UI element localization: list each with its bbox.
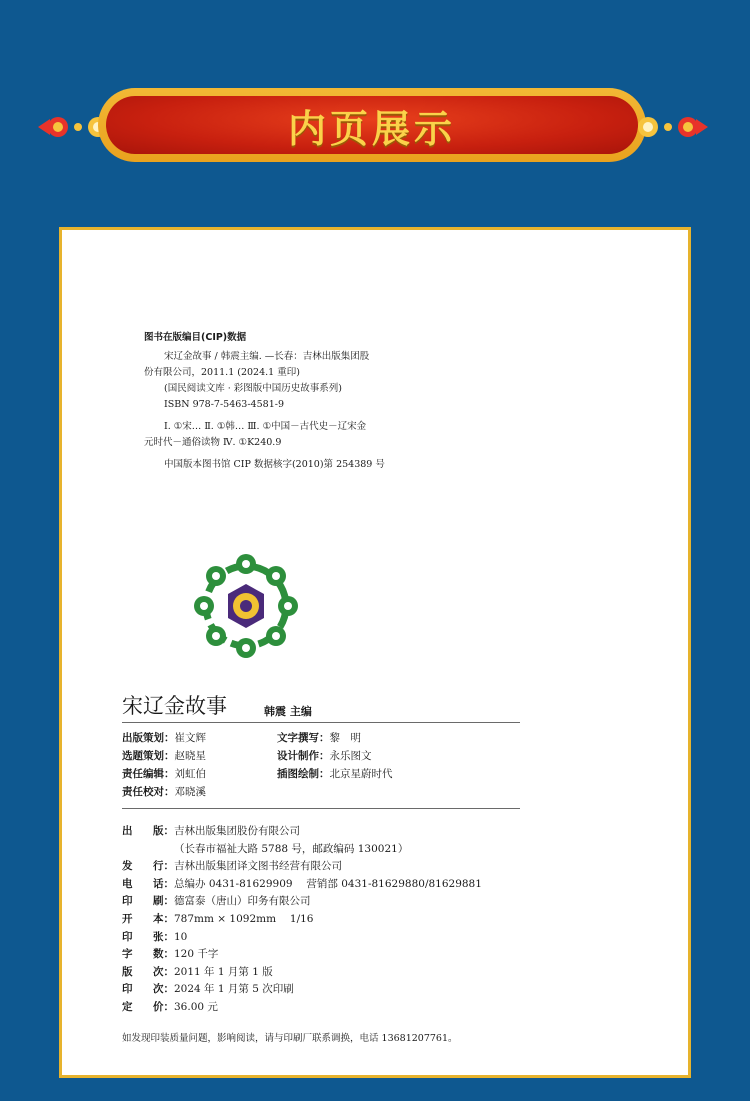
cip-classification: Ⅰ. ①宋… Ⅱ. ①韩… Ⅲ. ①中国－古代史－辽宋金	[164, 421, 367, 432]
credit-item: 插图绘制：北京星蔚时代	[277, 768, 393, 780]
pub-row: 印 刷： 德富泰（唐山）印务有限公司	[122, 895, 311, 908]
pub-row: 定 价： 36.00 元	[122, 1000, 218, 1013]
divider	[122, 808, 520, 809]
copyright-page	[59, 227, 691, 1078]
banner-inner	[106, 96, 638, 154]
cip-line: 宋辽金故事 / 韩震主编. —长春：吉林出版集团股	[164, 351, 370, 362]
pub-row: 印 次： 2024 年 1 月第 5 次印刷	[122, 983, 294, 996]
pub-row: 版 次： 2011 年 1 月第 1 版	[122, 965, 273, 978]
pub-row: 发 行： 吉林出版集团译文图书经营有限公司	[122, 860, 342, 873]
pub-row: 印 张： 10	[122, 930, 188, 943]
credit-item: 选题策划：赵晓星	[122, 750, 206, 762]
cip-block	[144, 330, 394, 473]
right-ornament-icon	[630, 107, 710, 147]
pub-row: 出 版： 吉林出版集团股份有限公司	[122, 825, 300, 837]
pub-row: 电 话： 总编办 0431-81629909 营销部 0431-81629880/81629881	[122, 877, 482, 890]
pub-row: （长春市福祉大路 5788 号，邮政编码 130021）	[174, 842, 409, 855]
book-editor: 韩震 主编	[264, 705, 312, 718]
book-title-row	[122, 694, 520, 723]
quality-notice: 如发现印装质量问题，影响阅读，请与印刷厂联系调换，电话 13681207761。	[122, 1033, 458, 1044]
cip-line: ISBN 978-7-5463-4581-9	[164, 399, 284, 410]
credit-item: 设计制作：永乐图文	[277, 750, 372, 762]
credit-item: 文字撰写：黎 明	[277, 732, 361, 744]
pub-row: 字 数： 120 千字	[122, 948, 219, 961]
cip-classification: 元时代－通俗读物 Ⅳ. ①K240.9	[144, 437, 282, 448]
banner-title: 内页展示	[287, 106, 456, 151]
credit-item: 责任校对：邓晓溪	[122, 786, 206, 798]
credit-item: 责任编辑：刘虹伯	[122, 768, 206, 780]
book-title: 宋辽金故事	[122, 694, 227, 718]
cip-line: (国民阅读文库 · 彩图版中国历史故事系列)	[164, 383, 342, 394]
cip-record: 中国版本图书馆 CIP 数据核字(2010)第 254389 号	[164, 459, 385, 470]
header-banner	[0, 0, 750, 200]
publisher-logo-icon	[190, 550, 302, 662]
cip-line: 份有限公司，2011.1 (2024.1 重印)	[144, 367, 300, 378]
pub-row: 开 本： 787mm × 1092mm 1/16	[122, 912, 314, 925]
cip-heading: 图书在版编目(CIP)数据	[144, 332, 247, 343]
credit-item: 出版策划：崔文辉	[122, 732, 206, 744]
publication-info	[122, 823, 482, 1017]
banner-frame	[98, 88, 646, 162]
